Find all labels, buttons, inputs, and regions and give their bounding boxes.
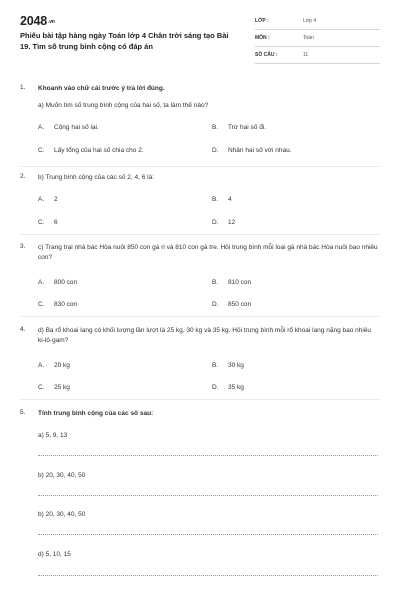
- option-letter: A.: [38, 124, 45, 131]
- worksheet-title: Phiếu bài tập hàng ngày Toán lớp 4 Chân trời sáng tạo Bài 19. Tìm số trung bình cộng có đáp án: [20, 31, 229, 51]
- option-letter: C.: [38, 219, 45, 226]
- option-letter: D.: [212, 384, 219, 391]
- option-text: Trừ hai số đi.: [228, 124, 267, 131]
- option-text: Lấy tổng của hai số chia cho 2.: [54, 147, 144, 154]
- meta-row-count: [255, 50, 380, 64]
- question-divider: [20, 316, 380, 317]
- question-5: [20, 409, 380, 594]
- calc-part-b: b) 20, 30, 40, 50: [38, 472, 86, 479]
- option-text: 810 con: [228, 279, 252, 286]
- option-letter: C.: [38, 384, 45, 391]
- option-c[interactable]: [38, 301, 77, 308]
- option-text: 2: [54, 196, 58, 203]
- option-letter: B.: [212, 124, 219, 131]
- option-b[interactable]: [212, 124, 266, 131]
- question-number: 1.: [20, 84, 26, 91]
- answer-line[interactable]: [38, 495, 378, 496]
- option-text: 850 con: [228, 301, 252, 308]
- option-letter: D.: [212, 301, 219, 308]
- option-a[interactable]: [38, 196, 58, 203]
- option-a[interactable]: [38, 124, 99, 131]
- question-subtext: a) Muốn tìm số trung bình cộng của hai số, ta làm thế nào?: [38, 102, 209, 109]
- option-d[interactable]: [212, 384, 244, 391]
- option-letter: B.: [212, 196, 219, 203]
- question-3: [20, 243, 380, 313]
- meta-value: 11: [303, 52, 309, 58]
- question-text: Tính trung bình cộng của các số sau:: [38, 410, 154, 417]
- option-a[interactable]: [38, 362, 70, 369]
- question-2: [20, 173, 380, 233]
- option-b[interactable]: [212, 196, 232, 203]
- question-divider: [20, 234, 380, 235]
- calc-part-a: a) 5, 9, 13: [38, 432, 68, 439]
- option-text: 20 kg: [54, 362, 70, 369]
- answer-line[interactable]: [38, 534, 378, 535]
- answer-line[interactable]: [38, 575, 378, 576]
- option-text: 12: [228, 219, 236, 226]
- question-number: 5.: [20, 409, 26, 416]
- question-number: 4.: [20, 326, 26, 333]
- question-number: 2.: [20, 173, 26, 180]
- option-c[interactable]: [38, 147, 144, 154]
- meta-key: LỚP :: [255, 18, 269, 24]
- question-text: b) Trung bình cộng của các số 2, 4, 6 là:: [38, 174, 154, 181]
- question-text: Khoanh vào chữ cái trước ý trả lời đúng.: [38, 85, 165, 92]
- option-text: 25 kg: [54, 384, 70, 391]
- option-text: Nhân hai số với nhau.: [228, 147, 292, 154]
- meta-key: SỐ CÂU :: [255, 52, 278, 58]
- option-letter: C.: [38, 301, 45, 308]
- option-letter: D.: [212, 219, 219, 226]
- option-text: 830 con: [54, 301, 78, 308]
- calc-part-d: d) 5, 10, 15: [38, 551, 71, 558]
- option-d[interactable]: [212, 219, 235, 226]
- option-text: 30 kg: [228, 362, 244, 369]
- question-4: [20, 326, 380, 396]
- option-letter: B.: [212, 279, 219, 286]
- meta-key: MÔN :: [255, 35, 270, 41]
- option-text: Cộng hai số lại.: [54, 124, 99, 131]
- option-letter: C.: [38, 147, 45, 154]
- meta-row-subject: [255, 33, 380, 47]
- question-divider: [20, 166, 380, 167]
- answer-line[interactable]: [38, 455, 378, 456]
- option-c[interactable]: [38, 219, 58, 226]
- option-b[interactable]: [212, 362, 244, 369]
- question-1: [20, 84, 380, 164]
- option-d[interactable]: [212, 147, 292, 154]
- option-letter: B.: [212, 362, 219, 369]
- meta-value: Toán: [303, 35, 314, 41]
- option-letter: D.: [212, 147, 219, 154]
- option-b[interactable]: [212, 279, 251, 286]
- meta-row-class: [255, 16, 380, 30]
- option-text: 6: [54, 219, 58, 226]
- worksheet-header: [20, 12, 380, 66]
- logo-main: 2048: [20, 14, 48, 28]
- option-c[interactable]: [38, 384, 70, 391]
- question-text: d) Ba rổ khoai lang có khối lượng lần lượt là 25 kg, 30 kg và 35 kg. Hỏi trung bình mỗi rổ khoai lang nặng bao nhiêu ki-lô-gam?: [38, 327, 372, 344]
- question-text: c) Trang trại nhà bác Hòa nuôi 850 con gà ri và 810 con gà tre. Hỏi trung bình mỗi loại gà nhà bác Hòa nuôi bao nhiêu con?: [38, 244, 378, 261]
- option-text: 800 con: [54, 279, 78, 286]
- option-letter: A.: [38, 196, 45, 203]
- option-text: 35 kg: [228, 384, 244, 391]
- option-text: 4: [228, 196, 232, 203]
- option-letter: A.: [38, 279, 45, 286]
- option-a[interactable]: [38, 279, 77, 286]
- logo-sub: .vn: [48, 19, 55, 25]
- meta-box: [255, 16, 380, 67]
- question-divider: [20, 399, 380, 400]
- site-logo[interactable]: [20, 14, 55, 28]
- option-letter: A.: [38, 362, 45, 369]
- question-number: 3.: [20, 243, 26, 250]
- meta-value: Lớp 4: [303, 18, 317, 24]
- calc-part-c: b) 20, 30, 40, 50: [38, 511, 86, 518]
- option-d[interactable]: [212, 301, 251, 308]
